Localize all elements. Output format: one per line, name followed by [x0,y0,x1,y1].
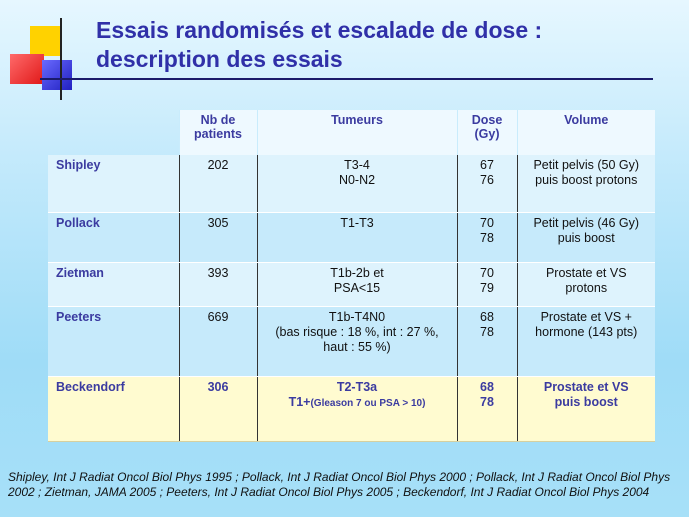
dose-high: 78 [480,324,494,339]
header-dose-line1: Dose [471,113,503,127]
nb-patients: 202 [179,155,257,212]
volume-cell [517,212,655,262]
header-tumeurs: Tumeurs [257,110,457,155]
tumeurs-cell [257,262,457,306]
dose-low: 70 [480,215,494,230]
tumeurs-line: PSA<15 [333,280,381,295]
tumeurs-line: (bas risque : 18 %, int : 27 %, [275,324,439,339]
dose-low: 68 [480,309,494,324]
logo-blue-square [42,60,72,90]
table-row-highlighted [48,376,655,441]
table-row [48,212,655,262]
logo-vertical-line [60,18,62,100]
header-dose-line2: (Gy) [474,127,500,141]
header-nb-line2: patients [194,127,242,141]
dose-high: 79 [480,280,494,295]
volume-line: protons [565,280,608,295]
dose-low: 67 [480,158,494,172]
header-dose [457,110,517,155]
volume-line: Prostate et VS [543,379,629,394]
trial-name: Shipley [48,155,179,212]
tumeurs-cell [257,155,457,212]
tumeurs-note: (Gleason 7 ou PSA > 10) [310,397,426,409]
volume-line: Prostate et VS [545,265,627,280]
volume-line: hormone (143 pts) [535,324,638,339]
dose-high: 78 [480,394,494,409]
trial-name: Zietman [48,262,179,306]
logo-squares [8,18,78,100]
volume-cell [517,306,655,376]
header-nb-line1: Nb de [200,113,236,127]
references: Shipley, Int J Radiat Oncol Biol Phys 1995 ; Pollack, Int J Radiat Oncol Biol Phys 2000 ; Pollack, Int J Radiat Oncol Biol Phys 2002 ; Zietman, JAMA 2005 ; Peeters, Int J Radiat Oncol Biol Phys 2005 ; Beckendorf, Int J Radiat Oncol Biol Phys 2004 [8,470,671,499]
trial-name: Peeters [48,306,179,376]
table-header-row [48,110,655,155]
tumeurs-cell [257,376,457,441]
volume-line: puis boost [554,394,618,409]
volume-line: Petit pelvis (46 Gy) [533,215,640,230]
tumeurs-line: T2-T3a [336,379,378,394]
volume-line: puis boost [557,230,615,245]
dose-cell [457,155,517,212]
tumeurs-line: T3-4 [344,158,370,172]
volume-cell [517,376,655,441]
nb-patients: 393 [179,262,257,306]
trial-name: Beckendorf [48,376,179,441]
volume-cell [517,262,655,306]
tumeurs-line: T1b-2b et [330,265,384,280]
logo-yellow-square [30,26,60,56]
dose-low: 70 [480,265,494,280]
dose-cell [457,212,517,262]
title-underline [40,78,653,80]
table-row [48,262,655,306]
tumeurs-cell [257,306,457,376]
dose-cell [457,306,517,376]
nb-patients: 305 [179,212,257,262]
trial-name: Pollack [48,212,179,262]
volume-line: puis boost protons [535,173,638,187]
header-blank [48,110,179,155]
table-row [48,306,655,376]
title-line-1: Essais randomisés et escalade de dose : [96,17,543,43]
tumeurs-line: T1+ [288,394,311,409]
nb-patients: 669 [179,306,257,376]
tumeurs-line: T1b-T4N0 [328,309,386,324]
tumeurs-cell [257,212,457,262]
nb-patients: 306 [179,376,257,441]
tumeurs-line: N0-N2 [338,173,376,187]
dose-high: 78 [480,230,494,245]
header-volume: Volume [517,110,655,155]
dose-high: 76 [480,173,494,187]
dose-cell [457,376,517,441]
header-nb-patients [179,110,257,155]
trials-table [48,110,655,442]
table-row [48,155,655,212]
title-line-2: description des essais [96,46,343,72]
dose-low: 68 [480,379,494,394]
slide-title [96,16,676,74]
dose-cell [457,262,517,306]
volume-line: Prostate et VS + [540,309,632,324]
tumeurs-line: haut : 55 %) [323,339,391,354]
tumeurs-line: T1-T3 [340,215,374,230]
volume-cell [517,155,655,212]
volume-line: Petit pelvis (50 Gy) [533,158,640,172]
logo-red-square [10,54,44,84]
